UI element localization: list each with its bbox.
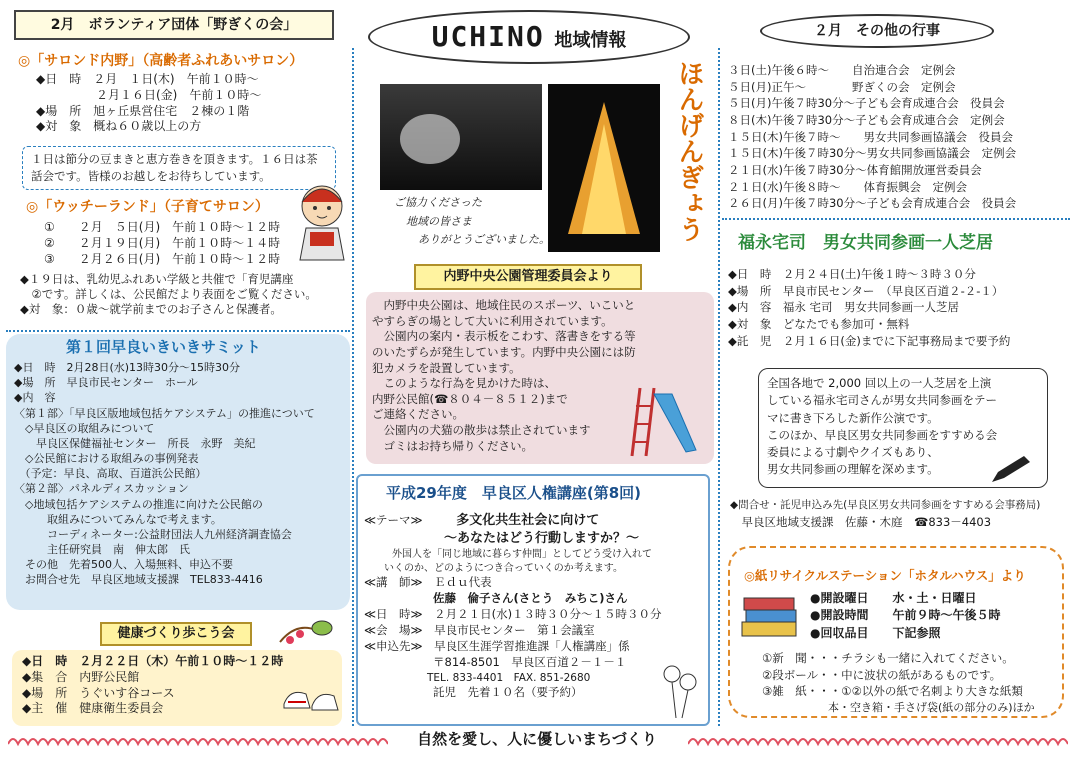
watch-info (44, 220, 280, 267)
note-line: 男女共同参画の理解を深めます。 (767, 462, 939, 477)
info-line: ◆対 象 どなたでも参加可・無料 (728, 317, 910, 332)
info-line: ◆場 所 うぐいす谷コース (22, 685, 175, 700)
slide-illustration (626, 380, 702, 460)
info-line: ◆託 児 ２月１６日(金)までに下記事務局まで要予約 (728, 333, 1011, 348)
masthead-main: UCHINO (431, 20, 545, 53)
note-line: マに書き下ろした新作公演です。 (767, 410, 939, 425)
theme-line: 多文化共生社会に向けて (456, 513, 600, 528)
walk-title: 健康づくり歩こう会 (100, 622, 252, 646)
pen-icon (988, 452, 1032, 486)
info-line: （予定：早良、高取、百道浜公民館） (14, 467, 207, 481)
shoes-illustration (280, 680, 342, 716)
info-line: 佐藤 倫子さん(さとう みちこ)さん (364, 591, 628, 606)
event-line: ５日(月)正午～ 野ぎくの会 定例会 (728, 79, 956, 94)
note-line: ◆１９日は、乳幼児ふれあい学級と共催で「育児講座 (20, 272, 294, 286)
info-line: ≪会 場≫ 早良市民センター 第１会議室 (364, 623, 595, 638)
info-line: 〈第１部〉「早良区版地域包括ケアシステム」の推進について (14, 406, 315, 420)
events-list (728, 62, 1016, 212)
bird-illustration (276, 612, 340, 652)
summit-info (14, 360, 315, 588)
shibai-title: 福永宅司 男女共同参画一人芝居 (738, 233, 993, 253)
note-line: している福永宅司さんが男女共同参画をテー (767, 393, 997, 408)
section-divider (722, 218, 1070, 220)
column-divider-left (352, 48, 354, 726)
info-line: ② ２月１９日(月) 午前１０時～１４時 (44, 235, 281, 250)
info-line: TEL. 833-4401 FAX. 851-2680 (364, 671, 591, 684)
watch-notes (20, 272, 317, 318)
column-divider-right (718, 48, 720, 726)
event-line: ２１日(水)午後８時～ 体育振興会 定例会 (728, 179, 967, 194)
info-line: ① ２月 ５日(月) 午前１０時～１２時 (44, 220, 281, 234)
masthead-sub: 地域情報 (554, 30, 627, 51)
info-line: ●開設時間 午前９時～午後５時 (810, 608, 1001, 623)
park-text (372, 298, 636, 454)
desc-line: 外国人を「同じ地域に暮らす仲間」としてどう受け入れて (392, 548, 652, 560)
info-line: ２月１６日(金) 午前１０時～ (36, 87, 262, 102)
park-title: 内野中央公園管理委員会より (414, 264, 642, 290)
flower-illustration (656, 660, 702, 720)
text-line: ご連絡ください。 (372, 407, 464, 422)
info-line: コーディネーター:公益財団法人九州経済調査協会 (14, 527, 292, 541)
info-line: ◆主 催 健康衛生委員会 (22, 701, 164, 716)
info-line: ◇早良区の取組みについて (14, 421, 155, 435)
salon-note: １日は節分の豆まきと恵方巻きを頂きます。１６日は茶話会です。皆様のお越しをお待ちしています。 (22, 146, 336, 190)
shibai-info (728, 266, 1010, 349)
event-line: ２６日(月)午後７時30分～子ども会育成連合会 役員会 (728, 196, 1017, 211)
text-line: やすらぎの場として大いに利用されています。 (372, 313, 613, 328)
info-line: 主任研究員 南 伸太郎 氏 (14, 543, 190, 557)
contact-line: 早良区地域支援課 佐藤・木庭 ☎833－4403 (730, 514, 992, 529)
hongenkyo-title: ほんげんぎょう (674, 60, 704, 242)
text-line: のいたずらが発生しています。内野中央公園には防 (372, 344, 636, 359)
info-line: ◆日 時 ２月 １日(木) 午前１０時～ (36, 72, 259, 86)
text-line: ゴミはお持ち帰りください。 (372, 438, 533, 453)
salon-title: ◎「サロンド内野」（高齢者ふれあいサロン） (18, 53, 304, 69)
note-line: 全国各地で 2,000 回以上の一人芝居を上演 (767, 376, 992, 390)
info-line: ◆日 時 2月28日(水)13時30分～15時30分 (14, 361, 241, 374)
text-line: 内野中央公園は、地域住民のスポーツ、いこいと (372, 298, 636, 312)
caption-line: ありがとうございました。 (418, 233, 550, 247)
event-line: ５日(月)午後７時30分～子ども会育成連合会 役員会 (728, 96, 1005, 111)
info-line: ③ ２月２６日(月) 午前１０時～１２時 (44, 251, 281, 266)
girl-illustration (292, 178, 354, 268)
info-line: ≪講 師≫ Ｅｄｕ代表 (364, 575, 492, 590)
caption-line: 地域の皆さま (406, 214, 472, 228)
info-line: ●回収品目 下記参照 (810, 625, 941, 640)
note-line: 委員による寸劇やクイズもあり、 (767, 445, 939, 459)
watch-title: ◎「ウッチーランド」（子育てサロン） (26, 199, 269, 215)
salon-info (36, 72, 261, 135)
text-line: このような行為を見かけた時は、 (372, 376, 556, 391)
text-line: 犯カメラを設置しています。 (372, 360, 521, 375)
event-line: １５日(木)午後７時30分～男女共同参画協議会 定例会 (728, 146, 1017, 161)
info-line: ●開設曜日 水・土・日曜日 (810, 591, 977, 605)
info-line: 〈第２部〉パネルディスカッション (14, 482, 189, 496)
footer-border-left (8, 734, 388, 748)
masthead (368, 10, 690, 64)
item-line: 本・空き箱・手さげ袋(紙の部分のみ)ほか (762, 701, 1035, 715)
info-line: ◆日 時 ２月２２日（木）午前１０時～１２時 (22, 654, 284, 668)
info-line: ◆内 容 福永 宅司 男女共同参画一人芝居 (728, 300, 959, 315)
info-line: ◆対 象 概ね６０歳以上の方 (36, 119, 202, 134)
shibai-contact (730, 498, 1040, 531)
caption-line: ご協力くださった (394, 196, 482, 209)
paper-stack-illustration (738, 592, 802, 640)
photo-caption (394, 194, 550, 250)
recycle-title: ◎紙リサイクルステーション「ホタルハウス」より (744, 568, 1026, 583)
info-line: その他 先着500人、入場無料、申込不要 (14, 558, 233, 572)
recycle-items (762, 650, 1035, 716)
info-line: ◇地域包括ケアシステムの推進に向けた公民館の (14, 497, 263, 511)
text-line: 内野公民館(☎８０４－８５１２)まで (372, 391, 568, 406)
info-line: ◆場 所 早良市民センター （早良区百道２-２-１） (728, 283, 1004, 298)
event-line: １５日(木)午後７時～ 男女共同参画協議会 役員会 (728, 129, 1013, 144)
photo-crowd (380, 84, 542, 190)
recycle-info (810, 590, 1000, 642)
info-line: ≪日 時≫ ２月２１日(水)１３時３０分～１５時３０分 (364, 607, 662, 622)
text-line: 公園内の案内・表示板をこわす、落書きをする等 (372, 329, 636, 344)
summit-title: 第１回早良いきいきサミット (66, 338, 261, 356)
info-line: ◆場 所 早良市民センター ホール (14, 376, 198, 390)
desc-line: いくのか、どのようにつき合っていくのか考えます。 (384, 562, 623, 574)
theme-subline: ～あなたはどう行動しますか？～ (444, 530, 640, 546)
walk-info (22, 654, 283, 717)
event-line: ８日(木)午後７時30分～子ども会育成連合会 定例会 (728, 113, 1005, 128)
theme-label: ≪テーマ≫ (364, 513, 423, 527)
volunteer-title: 2月 ボランティア団体「野ぎくの会」 (14, 10, 334, 40)
item-line: ①新 聞・・・チラシも一緒に入れてください。 (762, 651, 1014, 665)
info-line: ◆日 時 ２月２４日(土)午後１時～３時３０分 (728, 267, 976, 281)
text-line: 公園内の犬猫の散歩は禁止されています (372, 423, 591, 437)
info-line: ◆内 容 (14, 391, 56, 405)
note-line: このほか、早良区男女共同参画をすすめる会 (767, 427, 998, 442)
footer-border-right (688, 734, 1068, 748)
info-line: ◇公民館における取組みの事例発表 (14, 452, 199, 466)
jinken-content (364, 512, 704, 701)
event-line: ３日(土)午後６時～ 自治連合会 定例会 (728, 63, 956, 77)
item-line: ②段ボール・・中に波状の紙があるものです。 (762, 667, 1002, 682)
info-line: ≪申込先≫ 早良区生涯学習推進課「人権講座」係 (364, 638, 630, 653)
info-line: 〒814-8501 早良区百道２－１－１ (364, 654, 627, 669)
info-line: 取組みについてみんなで考えます。 (14, 512, 222, 526)
events-title: ２月 その他の行事 (760, 14, 994, 48)
info-line: お問合せ先 早良区地域支援課 TEL833-4416 (14, 573, 263, 587)
note-line: ②です。詳しくは、公民館だより表面をご覧ください。 (20, 287, 317, 302)
item-line: ③雑 紙・・・①②以外の紙で名刺より大きな紙類 (762, 684, 1023, 699)
jinken-title: 平成29年度 早良区人権講座(第8回) (386, 484, 642, 502)
footer-slogan: 自然を愛し、人に優しいまちづくり (417, 730, 657, 748)
info-line: 託児 先着１０名（要予約） (364, 685, 583, 700)
photo-bonfire (548, 84, 660, 252)
section-divider (6, 330, 350, 332)
note-line: ◆対 象：０歳～就学前までのお子さんと保護者。 (20, 302, 282, 317)
contact-line: ◆問合せ・託児申込み先(早良区男女共同参画をすすめる会事務局) (730, 499, 1041, 511)
info-line: ◆集 合 内野公民館 (22, 669, 140, 684)
info-line: ◆場 所 旭ヶ丘県営住宅 ２棟の１階 (36, 103, 250, 118)
info-line: 早良区保健福祉センター 所長 永野 美紀 (14, 436, 256, 450)
event-line: ２１日(水)午後７時30分～体育館開放運営委員会 (728, 163, 982, 178)
